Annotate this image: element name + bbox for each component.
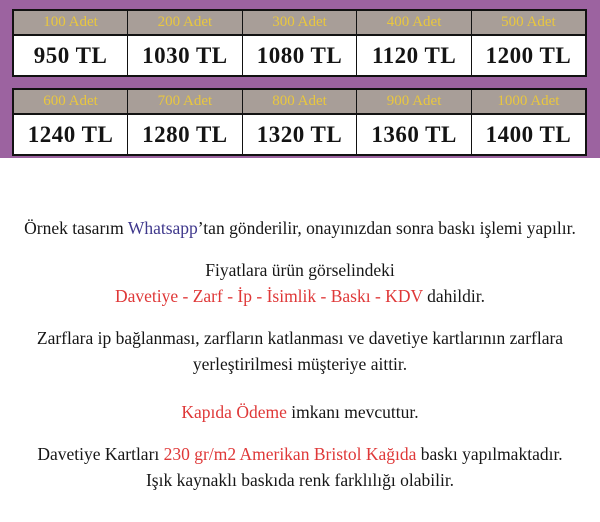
price-row [13,114,586,155]
quantity-header: 300 Adet [242,10,357,35]
info-notes [0,158,600,493]
quantity-header: 900 Adet [357,89,472,114]
price-cell: 1320 TL [242,114,357,155]
price-table-100-500 [12,9,587,77]
price-cell: 1400 TL [471,114,586,155]
quantity-header-row [13,10,586,35]
quantity-header-row [13,89,586,114]
note-paper-highlight: 230 gr/m2 Amerikan Bristol Kağıda [163,444,417,464]
quantity-header: 500 Adet [471,10,586,35]
price-cell: 950 TL [13,35,128,76]
note-sample-pre: Örnek tasarım [24,218,128,238]
quantity-header: 600 Adet [13,89,128,114]
price-cell: 1240 TL [13,114,128,155]
note-assembly-text: Zarflara ip bağlanması, zarfların katlanması ve davetiye kartlarının zarflara yerleştirilmesi müşteriye aittir. [36,328,564,374]
quantity-header: 700 Adet [128,89,243,114]
whatsapp-text: Whatsapp [127,218,198,238]
note-paper-pre: Davetiye Kartları [37,444,164,464]
note-color-difference: Işık kaynaklı baskıda renk farklılığı olabilir. [145,470,455,490]
quantity-header: 100 Adet [13,10,128,35]
price-cell: 1200 TL [471,35,586,76]
note-included [4,257,596,309]
price-cell: 1360 TL [357,114,472,155]
note-paper [4,441,596,493]
quantity-header: 400 Adet [357,10,472,35]
quantity-header: 200 Adet [128,10,243,35]
quantity-header: 1000 Adet [471,89,586,114]
note-cod-highlight: Kapıda Ödeme [181,402,287,422]
note-cod [4,399,596,425]
note-sample-post: ’tan gönderilir, onayınızdan sonra baskı işlemi yapılır. [197,218,576,238]
price-cell: 1030 TL [128,35,243,76]
note-paper-post: baskı yapılmaktadır. [416,444,563,464]
price-cell: 1120 TL [357,35,472,76]
price-cell: 1280 TL [128,114,243,155]
price-table-600-1000 [12,88,587,156]
note-cod-post: imkanı mevcuttur. [286,402,419,422]
note-included-line1: Fiyatlara ürün görselindeki [205,260,395,280]
quantity-header: 800 Adet [242,89,357,114]
price-cell: 1080 TL [242,35,357,76]
note-included-items: Davetiye - Zarf - İp - İsimlik - Baskı - KDV [114,286,423,306]
pricing-band [0,0,600,158]
price-row [13,35,586,76]
note-included-post: dahildir. [422,286,485,306]
note-assembly [4,325,596,377]
note-sample-design [4,215,596,241]
